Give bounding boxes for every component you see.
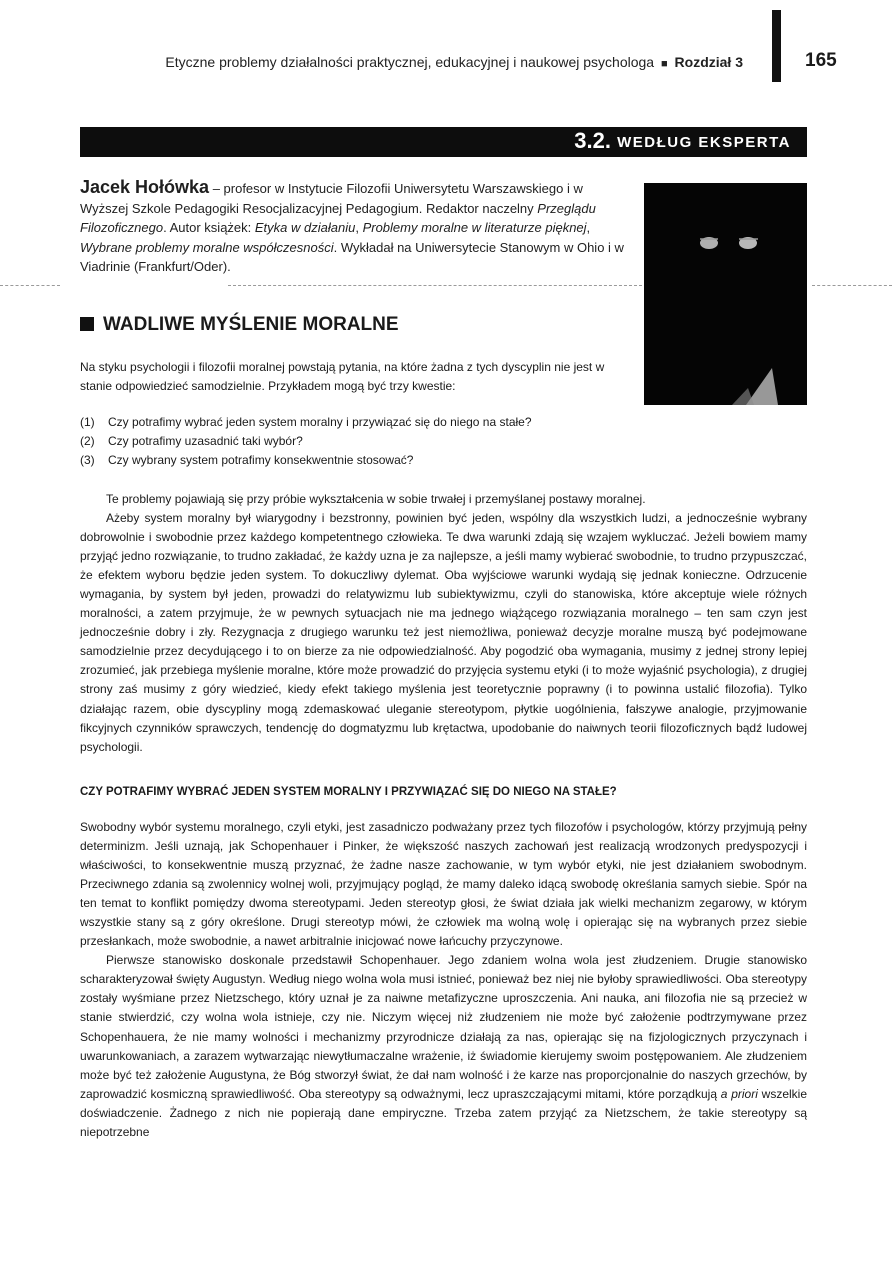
- question-number: (3): [80, 453, 95, 467]
- body-paragraph: Swobodny wybór systemu moralnego, czyli etyki, jest zasadniczo podważany przez tych filozofów i psychologów, którzy przyjmują pełny determinizm. Jeśli uznają, jak Schopenhauer i Pinker, że większość naszych zachowań jest realizacją wrodzonych predyspozycji i właściwości, to konsekwentnie muszą przyznać, że żadne nasze zachowanie, w tym wybór etyki, nie jest działaniem swobodnym. Przeciwnego zdania są zwolennicy wolnej woli, przyjmujący pogląd, że mamy daleko idącą swobodę określania samych siebie. Spór na ten temat to konflikt pomiędzy dwoma stereotypami. Jeden stereotyp głosi, że świat działa jak wielki mechanizm zegarowy, w którym wszystkie stany są z góry określone. Drugi stereotyp mówi, że człowiek ma wolną wolę i opierając się na wybranych przez siebie przesłankach, może swobodnie, a nawet arbitralnie inicjować nowe łańcuchy przyczynowe.: [80, 820, 807, 949]
- body-paragraph: Te problemy pojawiają się przy próbie wykształcenia w sobie trwałej i przemyślanej postawy moralnej.: [106, 492, 646, 506]
- book-title-3: Wybrane problemy moralne współczesności: [80, 239, 334, 255]
- dashed-line-middle: [228, 285, 642, 286]
- author-name: Jacek Hołówka: [80, 177, 210, 197]
- dashed-line-right: [812, 285, 892, 286]
- body-text: wszelkie doświadczenie. Żadnego z nich nie popierają dane empiryczne. Trzeba zatem przyjąć za Nietzschem, że takie stereotypy są niepotrzebne: [80, 1086, 808, 1139]
- question-number: (1): [80, 415, 95, 429]
- journal-title: Przeglądu Filozoficznego: [80, 200, 596, 235]
- main-heading-text: WADLIWE MYŚLENIE MORALNE: [103, 314, 399, 335]
- body-text: Pierwsze stanowisko doskonale przedstawił Schopenhauer. Jego zdaniem wolna wola jest złudzeniem. Drugie stanowisko scharakteryzował święty Augustyn. Według niego wolna wola musi istnieć, ponieważ bez niej nie byłoby sprawiedliwości. Oba stereotypy zostały wyśmiane przez Nietzschego, który uznał je za naiwne metafizyczne uproszczenia. Ani nauka, ani filozofia nie są przecież w stanie stwierdzić, czy wolna wola istnieje, czy nie. Niczym więcej niż złudzeniem nie może być założenie podtrzymywane przez Schopenhauera, że nie mamy wolności i mechanizmy przyrodnicze działają za nas, opierając się na fizjologicznych przyczynach i uwarunkowaniach, a zarazem wytwarzając niewytłumaczalne wrażenie, iż świadomie kierujemy swoim postępowaniem. Ale złudzeniem może być też założenie Augustyna, że Bóg stworzył świat, że dał nam wolność i że karze nas proporcjonalnie do naszych grzechów, by zaprowadzić kosmiczną sprawiedliwość. Oba stereotypy są odważnymi, lecz upraszczającymi mitami, które porządkują: [80, 953, 807, 1101]
- section-title: WEDŁUG EKSPERTA: [617, 134, 791, 151]
- page-number: 165: [805, 50, 837, 71]
- question-text: Czy wybrany system potrafimy konsekwentnie stosować?: [108, 453, 414, 467]
- author-bio: [80, 178, 630, 277]
- question-text: Czy potrafimy uzasadnić taki wybór?: [108, 434, 303, 448]
- italic-term: a priori: [720, 1086, 758, 1101]
- bio-separator-1: ,: [355, 220, 363, 235]
- dashed-line-left: [0, 285, 60, 286]
- bio-text-2: . Autor książek:: [163, 220, 255, 235]
- body-section-1: [80, 490, 807, 757]
- body-paragraph: [80, 951, 807, 1141]
- author-photo-graphic: [644, 183, 807, 405]
- section-title-bar: [80, 127, 807, 157]
- body-section-2: [80, 818, 807, 1142]
- bio-text-3: . Wykładał na Uniwersytecie Stanowym w Ohio i w Viadrinie (Frankfurt/Oder).: [80, 239, 624, 274]
- list-item: [80, 432, 640, 451]
- bio-text-1: – profesor w Instytucie Filozofii Uniwersytetu Warszawskiego i w Wyższej Szkole Pedagogiki Resocjalizacyjnej Pedagogium. Redaktor naczelny: [80, 181, 583, 216]
- chapter-label: Rozdział 3: [674, 54, 743, 70]
- bio-separator-2: ,: [586, 220, 591, 235]
- questions-list: [80, 413, 640, 470]
- list-item: [80, 451, 640, 470]
- running-header: [165, 54, 743, 70]
- intro-paragraph: Na styku psychologii i filozofii moralnej powstają pytania, na które żadna z tych dyscyplin nie jest w stanie odpowiedzieć samodzielnie. Przykładem mogą być trzy kwestie:: [80, 360, 605, 393]
- author-photo: [644, 183, 807, 405]
- main-heading: [80, 314, 399, 336]
- list-item: [80, 413, 640, 432]
- book-title-2: Problemy moralne w literaturze pięknej: [362, 220, 587, 235]
- header-vertical-rule: [772, 10, 781, 82]
- subheading: CZY POTRAFIMY WYBRAĆ JEDEN SYSTEM MORALNY I PRZYWIĄZAĆ SIĘ DO NIEGO NA STAŁE?: [80, 786, 617, 798]
- question-number: (2): [80, 434, 95, 448]
- section-number: 3.2.: [574, 128, 611, 153]
- square-bullet-icon: [80, 317, 94, 331]
- body-paragraph: Ażeby system moralny był wiarygodny i bezstronny, powinien być jeden, wspólny dla wszystkich ludzi, a jednocześnie wybrany dobrowolnie i swobodnie przez każdego kompetentnego człowieka. Te dwa warunki zdają się wzajem wykluczać. Jeżeli bowiem mamy przyjąć jedno rozwiązanie, to trudno zakładać, że każdy uzna je za najlepsze, a jeśli mamy wybierać swobodnie, to trudno przypuszczać, że efektem wyboru będzie jeden system. To dokuczliwy dylemat. Oba wyjściowe warunki wydają się jednak konieczne. Odrzucenie wymagania, by system był jeden, prowadzi do relatywizmu lub subiektywizmu, czyli do stanowiska, które akceptuje wiele różnych moralności, a zatem przyjmuje, że w pewnych sytuacjach nie ma jednego wiążącego rozwiązania moralnego – ten sam czyn jest jednocześnie dobry i zły. Rezygnacja z drugiego warunku też jest niemożliwa, ponieważ decyzje moralne muszą być podejmowane samodzielnie przez decydującego i to on bierze za nie odpowiedzialność. Aby pogodzić oba wymagania, musimy z jednej strony lepiej zrozumieć, jak przebiega myślenie moralne, które może prowadzić do przyjęcia systemu etyki (i to może wyjaśnić psychologia), z drugiej strony zaś musimy z góry wiedzieć, kiedy efekt takiego myślenia jest teoretycznie poprawny (i to powinna ustalić filozofia). Tylko działając razem, obie dyscypliny mogą zdemaskować uleganie stereotypom, płytkie uogólnienia, fałszywe analogie, przyjmowanie fikcyjnych czynników sprawczych, tendencję do dogmatyzmu lub krętactwa, upodobanie do naiwnych teorii filozoficznych bądź ludowej psychologii.: [80, 511, 807, 754]
- book-title-1: Etyka w działaniu: [254, 220, 356, 235]
- running-title: Etyczne problemy działalności praktycznej, edukacyjnej i naukowej psychologa: [165, 54, 655, 70]
- small-square-icon: ■: [660, 58, 668, 70]
- question-text: Czy potrafimy wybrać jeden system moralny i przywiązać się do niego na stałe?: [108, 415, 532, 429]
